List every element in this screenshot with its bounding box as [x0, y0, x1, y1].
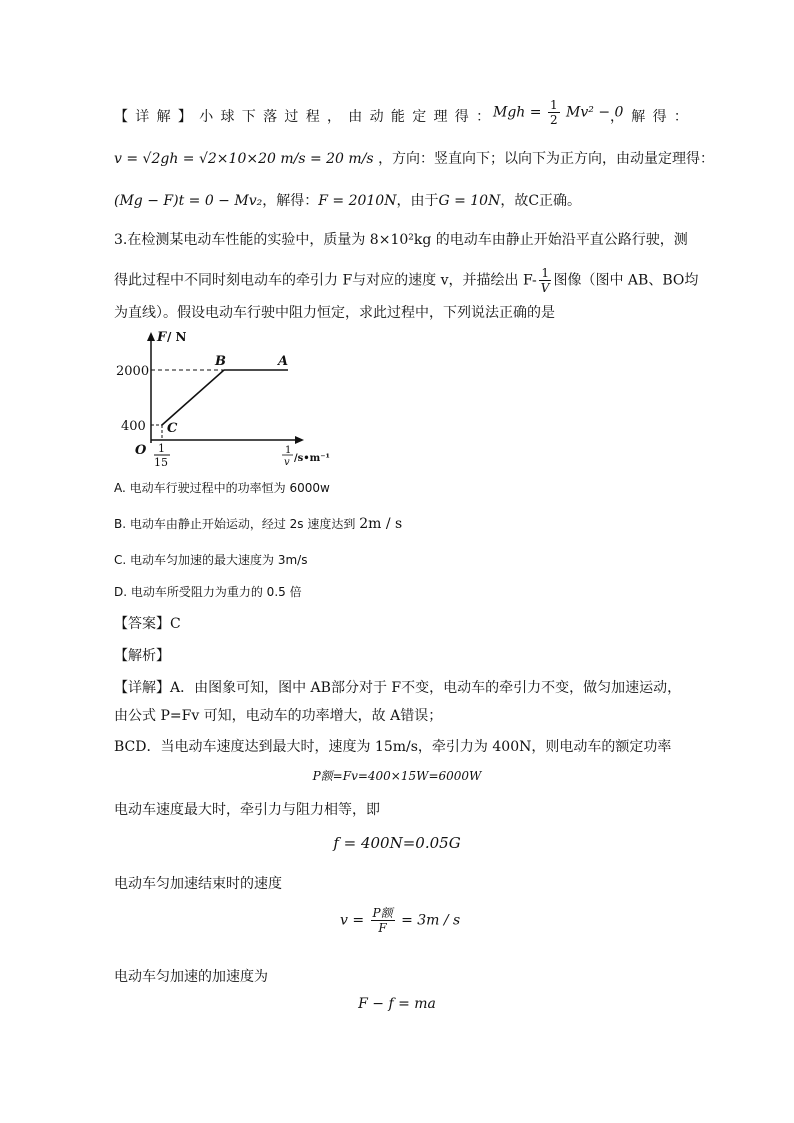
q3-frac-den: V [540, 281, 550, 295]
option-b [114, 515, 402, 532]
energy-eq-left: Mgh = [493, 104, 542, 121]
detail-a-line-1: 【详解】A．由图象可知，图中 AB部分对于 F不变，电动车的牵引力不变，做匀加速运动， [114, 680, 682, 696]
q3-frac-num: 1 [539, 266, 552, 281]
max-speed-text: 电动车速度最大时，牵引力与阻力相等，即 [114, 802, 380, 818]
x-axis-arrow [295, 436, 304, 444]
question-3-line-c: 为直线）。假设电动车行驶中阻力恒定，求此过程中，下列说法正确的是 [114, 305, 555, 321]
question-3-line-b [114, 266, 698, 295]
origin-label: O [135, 443, 147, 458]
eq-v-frac [371, 906, 395, 935]
detail-line-1-suffix [610, 106, 695, 126]
momentum-end: ，故C正确。 [500, 193, 582, 209]
detail-bcd-line: BCD．当电动车速度达到最大时，速度为 15m/s，牵引力为 400N，则电动车的额定功率 [114, 739, 672, 755]
momentum-equation: (Mg − F)t = 0 − Mv₂ [114, 193, 263, 209]
frac-den: 2 [549, 113, 558, 127]
velocity-suffix: ，方向：竖直向下；以向下为正方向，由动量定理得： [378, 151, 715, 167]
energy-eq-frac [548, 98, 560, 127]
option-b-text: B. 电动车由静止开始运动，经过 2s 速度达到 [114, 517, 356, 531]
q3-b-pre: 得此过程中不同时刻电动车的牵引力 F与对应的速度 v，并描绘出 F- [114, 272, 537, 289]
y-tick-2000: 2000 [116, 364, 150, 379]
x-axis-label-num: 1 [285, 445, 292, 456]
newton-equation: F − f = ma [358, 996, 436, 1012]
option-b-value: 2m / s [359, 516, 403, 532]
eq-v-num: P额 [372, 906, 393, 920]
point-a-label: A [278, 354, 289, 369]
segment-cb [162, 370, 224, 425]
frac-num: 1 [549, 98, 558, 112]
y-axis-arrow [147, 332, 155, 341]
line-1-suffix-text: ，解得： [610, 109, 696, 125]
uniform-acc-end-text: 电动车匀加速结束时的速度 [114, 876, 282, 892]
detail-a-line-2: 由公式 P=Fv 可知，电动车的功率增大，故 A错误； [114, 708, 443, 724]
acceleration-text: 电动车匀加速的加速度为 [114, 969, 268, 985]
question-3-line-a: 3.在检测某电动车性能的实验中，质量为 8×10²kg 的电动车由静止开始沿平直公路行驶，测 [114, 232, 688, 248]
power-equation: P额=Fv=400×15W=6000W [312, 769, 482, 783]
q3-frac [539, 266, 552, 295]
velocity-result-equation [340, 906, 460, 935]
option-c: C. 电动车匀加速的最大速度为 3m/s [114, 553, 308, 567]
answer: 【答案】C [114, 616, 181, 632]
y-tick-400: 400 [121, 419, 146, 434]
force-result: F = 2010N [318, 193, 397, 209]
point-b-label: B [215, 354, 226, 369]
x-axis-label-den: v [284, 457, 290, 468]
momentum-mid2: ，由于 [396, 193, 439, 209]
x-tick-den: 15 [154, 456, 168, 468]
detail-line-1-prefix: 【详解】小球下落过程，由动能定理得： [114, 109, 498, 125]
x-tick-num: 1 [158, 442, 165, 455]
q3-b-post: 图像（图中 AB、BO均 [553, 272, 699, 289]
energy-equation [493, 98, 623, 127]
y-axis-label-f: F [157, 330, 167, 345]
option-d: D. 电动车所受阻力为重力的 0.5 倍 [114, 585, 302, 599]
gravity-value: G = 10N [438, 193, 501, 209]
velocity-line [114, 148, 714, 168]
y-axis-label-unit: / N [167, 330, 187, 344]
force-velocity-chart [112, 328, 332, 468]
energy-eq-right: Mv² − 0 [566, 104, 624, 121]
eq-v-den: F [378, 921, 387, 935]
momentum-mid: ，解得： [262, 193, 319, 209]
friction-equation: f = 400N=0.05G [333, 834, 461, 852]
x-axis-label-unit: /s•m⁻¹ [294, 453, 330, 464]
momentum-line [114, 190, 581, 210]
velocity-equation: v = √2gh = √2×10×20 m/s = 20 m/s [114, 151, 374, 167]
eq-v-left: v = [340, 912, 365, 929]
point-c-label: C [167, 421, 178, 436]
analysis-heading: 【解析】 [114, 648, 170, 664]
detail-line-1 [114, 106, 497, 126]
option-a: A. 电动车行驶过程中的功率恒为 6000w [114, 481, 330, 495]
eq-v-right: = 3m / s [401, 912, 461, 929]
